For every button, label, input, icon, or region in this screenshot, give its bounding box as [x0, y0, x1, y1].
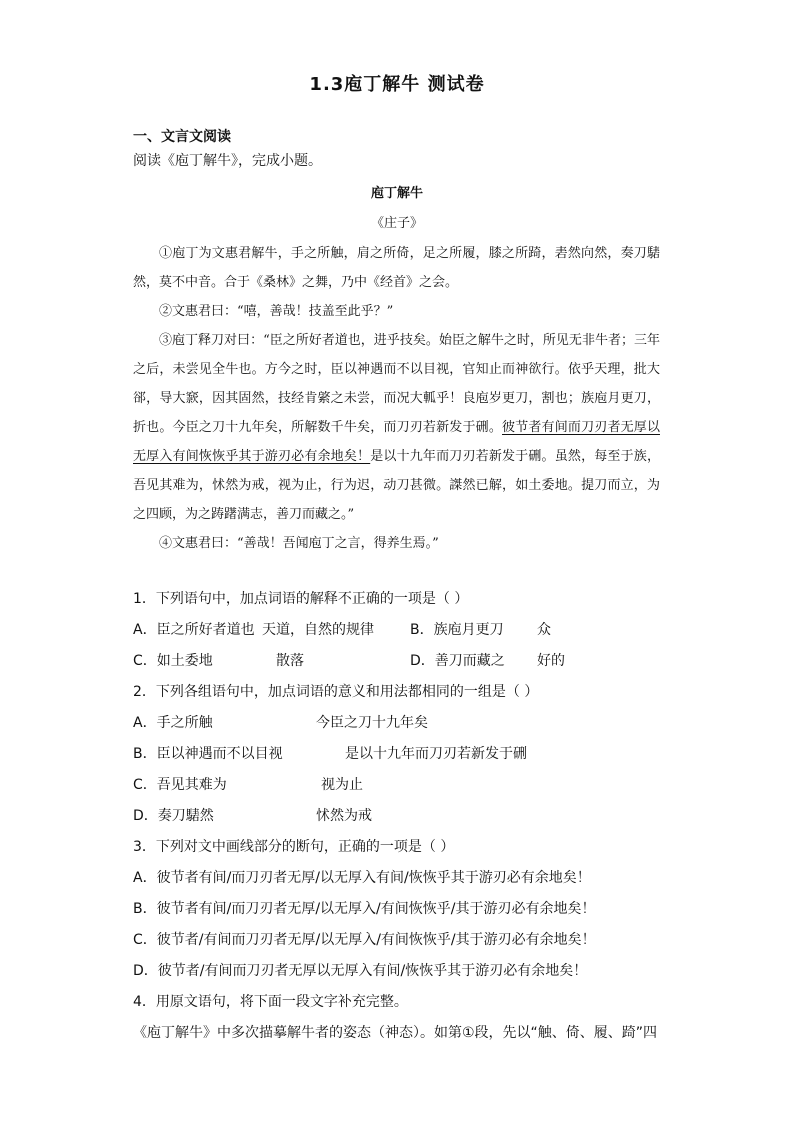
q2-option-b-left: B．臣以神遇而不以目视 — [133, 746, 283, 762]
passage-source: 《庄子》 — [370, 216, 423, 231]
q2-option-a-left: A．手之所触 — [133, 715, 213, 731]
passage-paragraph-1: ①庖丁为文惠君解牛，手之所触，肩之所倚，足之所履，膝之所踦，砉然向然，奏刀騞然，莫不中音。合于《桑林》之舞，乃中《经首》之会。 — [133, 246, 660, 290]
question-3-stem: 3．下列对文中画线部分的断句，正确的一项是（ ） — [133, 839, 455, 855]
q2-option-d-right: 怵然为戒 — [316, 808, 372, 824]
q1-option-c: C．如土委地 — [133, 653, 213, 669]
passage-title: 庖丁解牛 — [370, 186, 423, 201]
question-1-stem: 1．下列语句中，加点词语的解释不正确的一项是（ ） — [133, 591, 469, 607]
q1-option-d-gloss: 好的 — [537, 653, 565, 669]
q1-option-b-gloss: 众 — [537, 622, 551, 638]
paragraph-3-part-b: 是以十九年而刀刃若新发于硎。虽然，每至于族，吾见其难为，怵然为戒，视为止，行为迟，动刀甚微。謋然已解，如土委地。提刀而立，为之四顾，为之踌躇满志，善刀而藏之。” — [133, 449, 660, 522]
q2-option-c-right: 视为止 — [321, 777, 363, 793]
underlined-sentence: 彼节者有间而刀刃者无厚以无厚入有间恢恢乎其于游刃必有余地矣！ — [133, 420, 660, 464]
question-2-stem: 2．下列各组语句中，加点词语的意义和用法都相同的一组是（ ） — [133, 684, 539, 700]
q2-option-b-right: 是以十九年而刀刃若新发于硎 — [345, 746, 527, 762]
q1-option-c-gloss: 散落 — [276, 653, 304, 669]
question-4-stem: 4．用原文语句，将下面一段文字补充完整。 — [133, 994, 408, 1010]
q2-option-d-left: D．奏刀騞然 — [133, 808, 214, 824]
q3-option-c: C．彼节者/有间而刀刃者无厚/以无厚入/有间恢恢乎/其于游刃必有余地矣！ — [133, 932, 596, 948]
passage-paragraph-4: ④文惠君曰：“善哉！吾闻庖丁之言，得养生焉。” — [159, 536, 439, 551]
paragraph-3-part-a: ③庖丁释刀对曰：“臣之所好者道也，进乎技矣。始臣之解牛之时，所见无非牛者；三年之后，未尝见全牛也。方今之时，臣以神遇而不以目视，官知止而神欲行。依乎天理，批大郤，导大窾，因其固然，技经肯綮之未尝，而况大軱乎！良庖岁更刀，割也；族庖月更刀，折也。今臣之刀十九年矣，所解数千牛矣，而刀刃若新发于硎。 — [133, 333, 660, 435]
q3-option-a: A．彼节者有间/而刀刃者无厚/以无厚入有间/恢恢乎其于游刃必有余地矣！ — [133, 870, 591, 886]
q1-option-a-gloss: 天道，自然的规律 — [262, 622, 374, 638]
q2-option-a-right: 今臣之刀十九年矣 — [316, 715, 428, 731]
q1-option-a: A．臣之所好者道也 — [133, 622, 255, 638]
q3-option-b: B．彼节者有间/而刀刃者无厚/以无厚入/有间恢恢乎/其于游刃必有余地矣！ — [133, 901, 596, 917]
section-heading: 一、文言文阅读 — [133, 129, 231, 145]
passage-paragraph-2: ②文惠君曰：“嘻，善哉！技盖至此乎？” — [159, 304, 394, 319]
passage-paragraph-3 — [133, 326, 660, 529]
q2-option-c-left: C．吾见其难为 — [133, 777, 227, 793]
q1-option-d: D．善刀而藏之 — [410, 653, 505, 669]
reading-instruction: 阅读《庖丁解牛》，完成小题。 — [133, 153, 322, 169]
q1-option-b: B．族庖月更刀 — [410, 622, 504, 638]
page-title: 1.3庖丁解牛 测试卷 — [309, 74, 485, 95]
q3-option-d: D．彼节者/有间而刀刃者无厚以无厚入有间/恢恢乎其于游刃必有余地矣！ — [133, 963, 588, 979]
question-4-text: 《庖丁解牛》中多次描摹解牛者的姿态（神态）。如第①段，先以“触、倚、履、踦”四 — [133, 1025, 658, 1041]
classical-passage — [133, 239, 660, 558]
